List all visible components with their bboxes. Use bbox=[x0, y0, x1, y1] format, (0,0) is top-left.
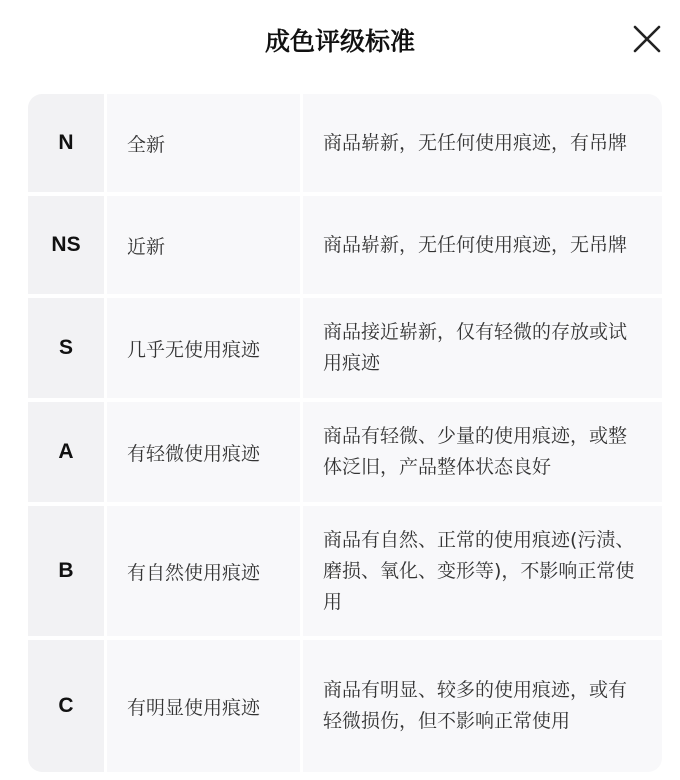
close-button[interactable] bbox=[632, 24, 662, 54]
grade-description: 商品有轻微、少量的使用痕迹，或整体泛旧，产品整体状态良好 bbox=[303, 402, 662, 502]
grade-description: 商品有明显、较多的使用痕迹，或有轻微损伤，但不影响正常使用 bbox=[303, 640, 662, 772]
page-title: 成色评级标准 bbox=[264, 27, 415, 56]
grade-code: C bbox=[28, 640, 104, 772]
grade-code: S bbox=[28, 298, 104, 398]
grade-name: 全新 bbox=[107, 94, 300, 192]
grade-name: 有自然使用痕迹 bbox=[107, 506, 300, 636]
grade-name: 有轻微使用痕迹 bbox=[107, 402, 300, 502]
grade-name: 近新 bbox=[107, 196, 300, 294]
grade-code: B bbox=[28, 506, 104, 636]
grade-description: 商品有自然、正常的使用痕迹(污渍、磨损、氧化、变形等)，不影响正常使用 bbox=[303, 506, 662, 636]
close-icon bbox=[632, 24, 662, 54]
table-row bbox=[28, 506, 662, 636]
table-row bbox=[28, 298, 662, 398]
grade-code: A bbox=[28, 402, 104, 502]
grade-name: 有明显使用痕迹 bbox=[107, 640, 300, 772]
grade-description: 商品接近崭新，仅有轻微的存放或试用痕迹 bbox=[303, 298, 662, 398]
grade-code: N bbox=[28, 94, 104, 192]
grade-description: 商品崭新，无任何使用痕迹，有吊牌 bbox=[303, 94, 662, 192]
grade-name: 几乎无使用痕迹 bbox=[107, 298, 300, 398]
table-row bbox=[28, 196, 662, 294]
grade-table bbox=[28, 94, 662, 772]
grade-code: NS bbox=[28, 196, 104, 294]
table-row bbox=[28, 640, 662, 772]
table-row bbox=[28, 94, 662, 192]
grade-description: 商品崭新，无任何使用痕迹，无吊牌 bbox=[303, 196, 662, 294]
table-row bbox=[28, 402, 662, 502]
